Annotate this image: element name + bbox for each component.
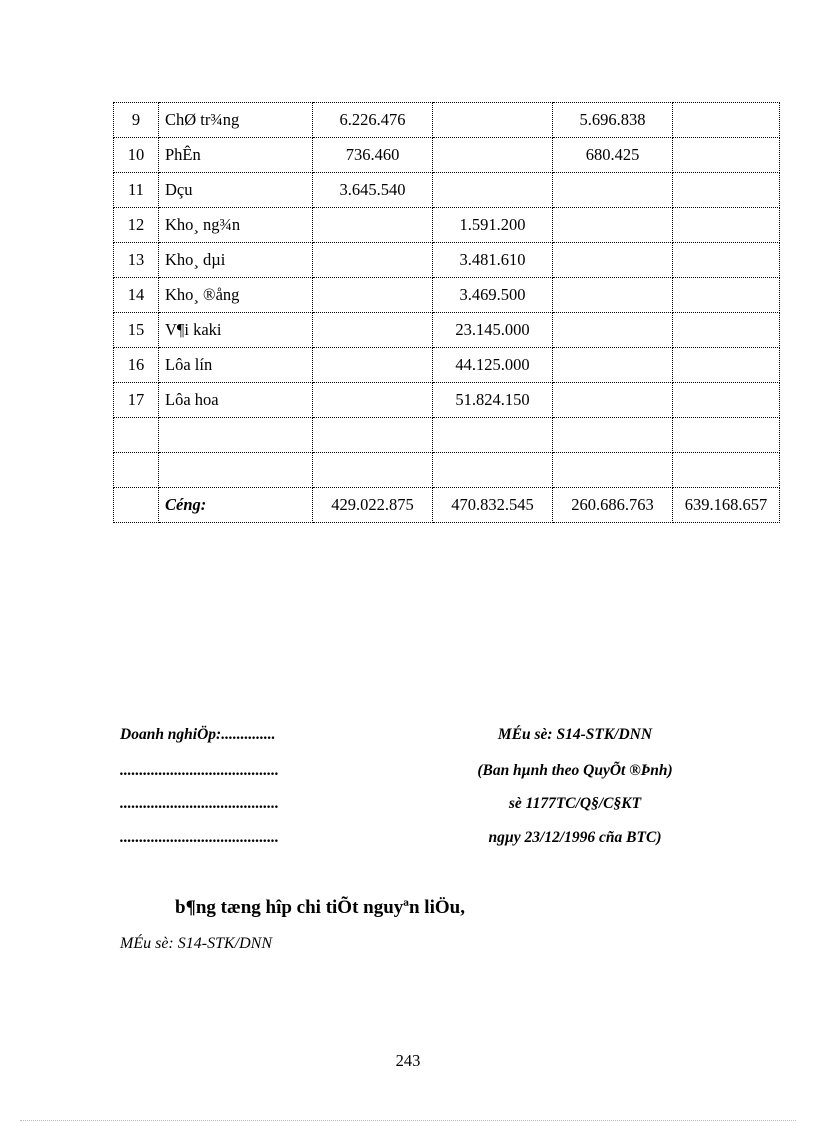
table-row bbox=[114, 103, 780, 138]
cell-c2: 44.125.000 bbox=[433, 348, 553, 383]
table-row bbox=[114, 418, 780, 453]
cell-no: 13 bbox=[114, 243, 159, 278]
cell-c4 bbox=[673, 348, 780, 383]
cell-name: Kho¸ ng¾n bbox=[159, 208, 313, 243]
table-row bbox=[114, 208, 780, 243]
cell-c1 bbox=[313, 243, 433, 278]
company-label: Doanh nghiÖp:.............. bbox=[120, 726, 276, 743]
cell-c1: 6.226.476 bbox=[313, 103, 433, 138]
total-c4: 639.168.657 bbox=[673, 488, 780, 523]
cell-c2 bbox=[433, 453, 553, 488]
cell-no: 17 bbox=[114, 383, 159, 418]
cell-c3 bbox=[553, 418, 673, 453]
cell-c2: 51.824.150 bbox=[433, 383, 553, 418]
cell-no bbox=[114, 488, 159, 523]
table-row bbox=[114, 173, 780, 208]
cell-c1 bbox=[313, 208, 433, 243]
cell-c1 bbox=[313, 418, 433, 453]
cell-c3 bbox=[553, 208, 673, 243]
cell-name bbox=[159, 418, 313, 453]
cell-c1 bbox=[313, 313, 433, 348]
total-label: Céng: bbox=[159, 488, 313, 523]
dotted-line-2: ......................................... bbox=[120, 795, 279, 812]
cell-c3: 680.425 bbox=[553, 138, 673, 173]
decision-number: sè 1177TC/Q§/C§KT bbox=[508, 795, 642, 812]
cell-c2: 1.591.200 bbox=[433, 208, 553, 243]
cell-c3 bbox=[553, 173, 673, 208]
cell-c4 bbox=[673, 138, 780, 173]
cell-c3 bbox=[553, 243, 673, 278]
cell-c2 bbox=[433, 103, 553, 138]
cell-c3 bbox=[553, 348, 673, 383]
total-c3: 260.686.763 bbox=[553, 488, 673, 523]
dotted-line-3: ......................................... bbox=[120, 829, 279, 846]
dotted-line-1: ......................................... bbox=[120, 762, 279, 779]
cell-no: 15 bbox=[114, 313, 159, 348]
cell-c4 bbox=[673, 243, 780, 278]
cell-c4 bbox=[673, 173, 780, 208]
total-c2: 470.832.545 bbox=[433, 488, 553, 523]
cell-c1 bbox=[313, 348, 433, 383]
cell-no: 11 bbox=[114, 173, 159, 208]
table-row bbox=[114, 243, 780, 278]
table-row bbox=[114, 383, 780, 418]
cell-no bbox=[114, 418, 159, 453]
cell-name: Lôa lín bbox=[159, 348, 313, 383]
cell-no: 10 bbox=[114, 138, 159, 173]
cell-name: V¶i kaki bbox=[159, 313, 313, 348]
table-row bbox=[114, 313, 780, 348]
cell-c4 bbox=[673, 418, 780, 453]
total-row bbox=[114, 488, 780, 523]
ledger-body bbox=[114, 103, 780, 523]
ledger-table bbox=[113, 102, 780, 523]
cell-c3 bbox=[553, 278, 673, 313]
cell-c4 bbox=[673, 313, 780, 348]
cell-c4 bbox=[673, 278, 780, 313]
cell-name: Dçu bbox=[159, 173, 313, 208]
table-row bbox=[114, 453, 780, 488]
cell-c4 bbox=[673, 208, 780, 243]
cell-c3 bbox=[553, 453, 673, 488]
cell-name bbox=[159, 453, 313, 488]
cell-c1: 736.460 bbox=[313, 138, 433, 173]
cell-name: Kho¸ dµi bbox=[159, 243, 313, 278]
table-row bbox=[114, 278, 780, 313]
cell-no bbox=[114, 453, 159, 488]
report-subtitle: MÉu sè: S14-STK/DNN bbox=[120, 935, 272, 952]
cell-c1 bbox=[313, 278, 433, 313]
table-row bbox=[114, 138, 780, 173]
cell-c4 bbox=[673, 453, 780, 488]
cell-c2: 3.469.500 bbox=[433, 278, 553, 313]
cell-no: 9 bbox=[114, 103, 159, 138]
cell-no: 16 bbox=[114, 348, 159, 383]
footer-divider bbox=[20, 1120, 796, 1121]
cell-c4 bbox=[673, 383, 780, 418]
issued-by: (Ban hµnh theo QuyÕt ®Þnh) bbox=[477, 762, 673, 779]
cell-c2 bbox=[433, 173, 553, 208]
cell-c2: 3.481.610 bbox=[433, 243, 553, 278]
cell-name: PhÊn bbox=[159, 138, 313, 173]
cell-c2 bbox=[433, 418, 553, 453]
cell-c1: 3.645.540 bbox=[313, 173, 433, 208]
cell-name: Lôa hoa bbox=[159, 383, 313, 418]
cell-name: Kho¸ ®ång bbox=[159, 278, 313, 313]
table-row bbox=[114, 348, 780, 383]
page-number: 243 bbox=[395, 1051, 421, 1070]
form-code: MÉu sè: S14-STK/DNN bbox=[497, 726, 653, 743]
decision-date: ngµy 23/12/1996 cña BTC) bbox=[488, 829, 662, 846]
cell-c2: 23.145.000 bbox=[433, 313, 553, 348]
cell-c2 bbox=[433, 138, 553, 173]
cell-c3 bbox=[553, 313, 673, 348]
cell-c4 bbox=[673, 103, 780, 138]
cell-name: ChØ tr¾ng bbox=[159, 103, 313, 138]
cell-no: 14 bbox=[114, 278, 159, 313]
cell-c3: 5.696.838 bbox=[553, 103, 673, 138]
report-title: b¶ng tæng hîp chi tiÕt nguyªn liÖu, bbox=[175, 897, 465, 918]
cell-c1 bbox=[313, 383, 433, 418]
total-c1: 429.022.875 bbox=[313, 488, 433, 523]
cell-no: 12 bbox=[114, 208, 159, 243]
cell-c1 bbox=[313, 453, 433, 488]
cell-c3 bbox=[553, 383, 673, 418]
